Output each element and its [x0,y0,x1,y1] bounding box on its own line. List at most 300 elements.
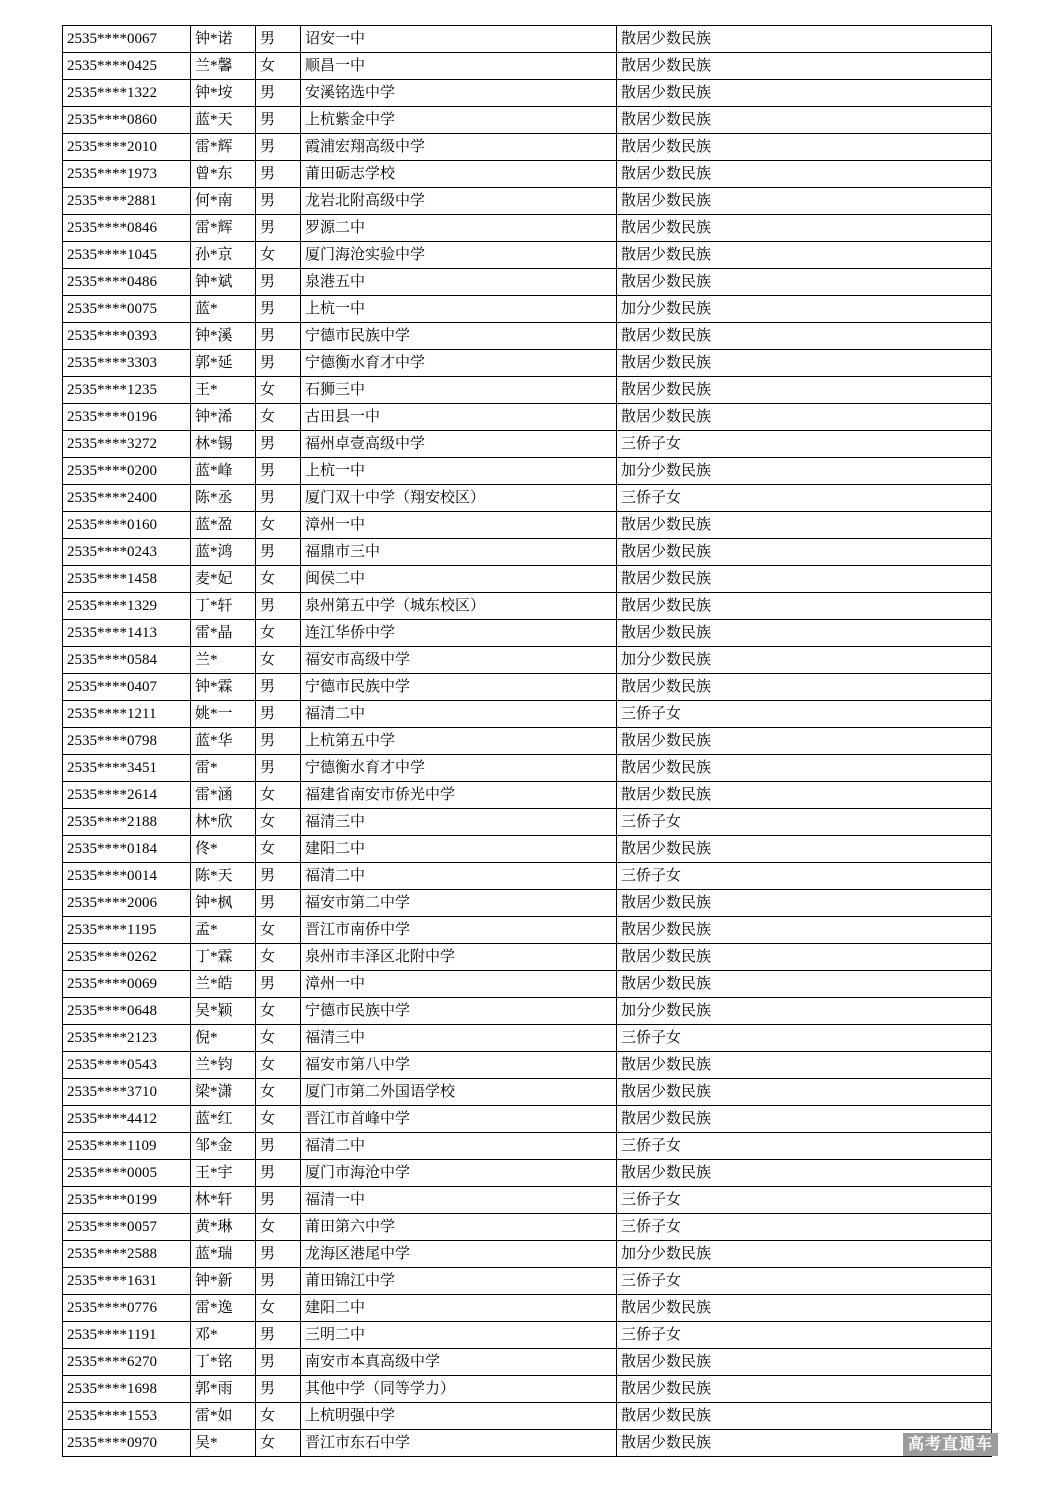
cell-category: 散居少数民族 [617,404,992,431]
cell-exam-id: 2535****1191 [63,1322,191,1349]
cell-gender: 女 [256,1025,301,1052]
cell-name: 吴*颖 [191,998,256,1025]
table-row [63,1430,992,1457]
roster-body [63,26,992,1457]
cell-gender: 女 [256,242,301,269]
cell-exam-id: 2535****1458 [63,566,191,593]
cell-exam-id: 2535****0584 [63,647,191,674]
cell-name: 吴* [191,1430,256,1457]
cell-category: 散居少数民族 [617,890,992,917]
table-row [63,431,992,458]
cell-gender: 男 [256,1322,301,1349]
cell-school: 福建省南安市侨光中学 [301,782,617,809]
cell-gender: 女 [256,566,301,593]
cell-gender: 男 [256,1268,301,1295]
cell-school: 福清三中 [301,1025,617,1052]
cell-gender: 女 [256,809,301,836]
cell-category: 散居少数民族 [617,782,992,809]
cell-category: 散居少数民族 [617,620,992,647]
cell-gender: 女 [256,647,301,674]
cell-exam-id: 2535****0067 [63,26,191,53]
table-row [63,1349,992,1376]
cell-school: 厦门市第二外国语学校 [301,1079,617,1106]
cell-category: 加分少数民族 [617,1241,992,1268]
table-row [63,134,992,161]
table-row [63,1295,992,1322]
cell-gender: 男 [256,161,301,188]
cell-gender: 女 [256,836,301,863]
cell-school: 晋江市南侨中学 [301,917,617,944]
cell-category: 散居少数民族 [617,728,992,755]
cell-name: 陈*丞 [191,485,256,512]
cell-name: 林*轩 [191,1187,256,1214]
cell-exam-id: 2535****0407 [63,674,191,701]
cell-school: 其他中学（同等学力） [301,1376,617,1403]
table-row [63,728,992,755]
cell-exam-id: 2535****1195 [63,917,191,944]
cell-name: 兰* [191,647,256,674]
cell-gender: 男 [256,134,301,161]
table-row [63,1376,992,1403]
cell-exam-id: 2535****0970 [63,1430,191,1457]
table-row [63,674,992,701]
cell-gender: 女 [256,1430,301,1457]
cell-gender: 男 [256,296,301,323]
cell-category: 散居少数民族 [617,26,992,53]
cell-school: 龙海区港尾中学 [301,1241,617,1268]
cell-name: 陈*天 [191,863,256,890]
cell-category: 散居少数民族 [617,566,992,593]
table-row [63,782,992,809]
cell-school: 建阳二中 [301,1295,617,1322]
cell-name: 钟*浠 [191,404,256,431]
cell-school: 福安市高级中学 [301,647,617,674]
cell-school: 宁德市民族中学 [301,323,617,350]
table-row [63,242,992,269]
cell-school: 南安市本真高级中学 [301,1349,617,1376]
table-row [63,296,992,323]
table-row [63,620,992,647]
cell-name: 黄*琳 [191,1214,256,1241]
cell-category: 散居少数民族 [617,674,992,701]
table-row [63,215,992,242]
cell-exam-id: 2535****2400 [63,485,191,512]
table-row [63,458,992,485]
table-row [63,917,992,944]
cell-gender: 男 [256,269,301,296]
cell-gender: 男 [256,323,301,350]
cell-school: 莆田锦江中学 [301,1268,617,1295]
table-row [63,1052,992,1079]
cell-school: 上杭第五中学 [301,728,617,755]
cell-exam-id: 2535****1973 [63,161,191,188]
cell-category: 三侨子女 [617,1214,992,1241]
cell-school: 霞浦宏翔高级中学 [301,134,617,161]
table-row [63,377,992,404]
cell-school: 三明二中 [301,1322,617,1349]
cell-name: 邓* [191,1322,256,1349]
cell-name: 蓝* [191,296,256,323]
table-row [63,1241,992,1268]
cell-exam-id: 2535****1211 [63,701,191,728]
cell-school: 安溪铭选中学 [301,80,617,107]
cell-name: 兰*馨 [191,53,256,80]
cell-name: 雷*辉 [191,134,256,161]
table-row [63,890,992,917]
table-row [63,998,992,1025]
cell-school: 顺昌一中 [301,53,617,80]
table-row [63,161,992,188]
cell-category: 散居少数民族 [617,323,992,350]
cell-gender: 女 [256,1079,301,1106]
cell-school: 漳州一中 [301,971,617,998]
student-roster-container [62,25,991,1457]
cell-gender: 男 [256,107,301,134]
cell-name: 邹*金 [191,1133,256,1160]
cell-exam-id: 2535****0262 [63,944,191,971]
table-row [63,593,992,620]
cell-name: 林*锡 [191,431,256,458]
cell-gender: 女 [256,1403,301,1430]
cell-school: 晋江市东石中学 [301,1430,617,1457]
cell-school: 福清二中 [301,701,617,728]
cell-exam-id: 2535****0776 [63,1295,191,1322]
cell-exam-id: 2535****0860 [63,107,191,134]
cell-exam-id: 2535****1322 [63,80,191,107]
cell-name: 丁*轩 [191,593,256,620]
cell-category: 散居少数民族 [617,269,992,296]
cell-name: 郭*雨 [191,1376,256,1403]
cell-gender: 女 [256,53,301,80]
cell-category: 加分少数民族 [617,998,992,1025]
cell-school: 建阳二中 [301,836,617,863]
cell-category: 散居少数民族 [617,1295,992,1322]
cell-gender: 女 [256,512,301,539]
cell-gender: 女 [256,1052,301,1079]
cell-exam-id: 2535****0075 [63,296,191,323]
cell-exam-id: 2535****1235 [63,377,191,404]
cell-category: 散居少数民族 [617,1376,992,1403]
cell-category: 散居少数民族 [617,944,992,971]
cell-exam-id: 2535****2588 [63,1241,191,1268]
cell-school: 厦门海沧实验中学 [301,242,617,269]
cell-exam-id: 2535****0243 [63,539,191,566]
cell-gender: 女 [256,1214,301,1241]
cell-exam-id: 2535****2010 [63,134,191,161]
cell-category: 散居少数民族 [617,1349,992,1376]
cell-name: 雷* [191,755,256,782]
cell-name: 梁*潇 [191,1079,256,1106]
cell-school: 福安市第八中学 [301,1052,617,1079]
cell-school: 福鼎市三中 [301,539,617,566]
cell-name: 蓝*鸿 [191,539,256,566]
cell-school: 泉州市丰泽区北附中学 [301,944,617,971]
cell-gender: 男 [256,971,301,998]
cell-name: 姚*一 [191,701,256,728]
table-row [63,1214,992,1241]
cell-school: 宁德衡水育才中学 [301,350,617,377]
cell-exam-id: 2535****2006 [63,890,191,917]
table-row [63,80,992,107]
cell-exam-id: 2535****0648 [63,998,191,1025]
table-row [63,404,992,431]
cell-gender: 男 [256,1187,301,1214]
cell-school: 厦门市海沧中学 [301,1160,617,1187]
cell-gender: 男 [256,728,301,755]
cell-school: 宁德市民族中学 [301,998,617,1025]
table-row [63,971,992,998]
cell-exam-id: 2535****2123 [63,1025,191,1052]
table-row [63,1106,992,1133]
cell-school: 上杭一中 [301,296,617,323]
cell-name: 雷*辉 [191,215,256,242]
cell-gender: 男 [256,1133,301,1160]
cell-gender: 女 [256,782,301,809]
cell-school: 石狮三中 [301,377,617,404]
cell-exam-id: 2535****0425 [63,53,191,80]
cell-name: 麦*妃 [191,566,256,593]
cell-exam-id: 2535****0200 [63,458,191,485]
cell-name: 钟*垵 [191,80,256,107]
cell-name: 丁*铭 [191,1349,256,1376]
cell-category: 散居少数民族 [617,215,992,242]
cell-category: 散居少数民族 [617,1160,992,1187]
cell-category: 散居少数民族 [617,188,992,215]
table-row [63,485,992,512]
cell-gender: 女 [256,998,301,1025]
table-row [63,1403,992,1430]
cell-category: 散居少数民族 [617,539,992,566]
cell-name: 蓝*峰 [191,458,256,485]
cell-name: 蓝*红 [191,1106,256,1133]
cell-exam-id: 2535****3710 [63,1079,191,1106]
cell-exam-id: 2535****1698 [63,1376,191,1403]
cell-category: 加分少数民族 [617,296,992,323]
cell-name: 佟* [191,836,256,863]
cell-gender: 男 [256,1241,301,1268]
cell-school: 福安市第二中学 [301,890,617,917]
cell-exam-id: 2535****0798 [63,728,191,755]
cell-category: 散居少数民族 [617,755,992,782]
cell-category: 散居少数民族 [617,1106,992,1133]
cell-gender: 男 [256,26,301,53]
cell-exam-id: 2535****0196 [63,404,191,431]
cell-exam-id: 2535****1413 [63,620,191,647]
cell-name: 兰*皓 [191,971,256,998]
cell-exam-id: 2535****1329 [63,593,191,620]
cell-category: 散居少数民族 [617,1430,992,1457]
table-row [63,26,992,53]
cell-category: 三侨子女 [617,809,992,836]
cell-name: 钟*新 [191,1268,256,1295]
cell-exam-id: 2535****0486 [63,269,191,296]
student-roster-table [62,25,992,1457]
cell-school: 泉州第五中学（城东校区） [301,593,617,620]
cell-name: 雷*如 [191,1403,256,1430]
cell-category: 三侨子女 [617,1268,992,1295]
cell-gender: 女 [256,620,301,647]
table-row [63,539,992,566]
cell-name: 孙*京 [191,242,256,269]
cell-category: 散居少数民族 [617,1079,992,1106]
cell-school: 诏安一中 [301,26,617,53]
cell-name: 曾*东 [191,161,256,188]
cell-gender: 女 [256,1295,301,1322]
cell-name: 钟*枫 [191,890,256,917]
cell-gender: 男 [256,701,301,728]
cell-category: 散居少数民族 [617,593,992,620]
cell-category: 散居少数民族 [617,80,992,107]
cell-exam-id: 2535****0014 [63,863,191,890]
cell-exam-id: 2535****1045 [63,242,191,269]
cell-category: 三侨子女 [617,701,992,728]
cell-gender: 女 [256,404,301,431]
cell-exam-id: 2535****6270 [63,1349,191,1376]
cell-gender: 男 [256,593,301,620]
table-row [63,836,992,863]
cell-school: 连江华侨中学 [301,620,617,647]
cell-gender: 女 [256,377,301,404]
table-row [63,323,992,350]
cell-school: 上杭明强中学 [301,1403,617,1430]
cell-category: 散居少数民族 [617,377,992,404]
cell-gender: 男 [256,458,301,485]
cell-gender: 男 [256,674,301,701]
cell-category: 三侨子女 [617,863,992,890]
cell-gender: 男 [256,485,301,512]
table-row [63,53,992,80]
cell-gender: 男 [256,863,301,890]
cell-exam-id: 2535****4412 [63,1106,191,1133]
cell-exam-id: 2535****0199 [63,1187,191,1214]
cell-school: 福清一中 [301,1187,617,1214]
cell-school: 龙岩北附高级中学 [301,188,617,215]
cell-category: 散居少数民族 [617,836,992,863]
cell-category: 加分少数民族 [617,458,992,485]
cell-gender: 男 [256,215,301,242]
cell-category: 三侨子女 [617,1322,992,1349]
cell-name: 倪* [191,1025,256,1052]
cell-exam-id: 2535****2881 [63,188,191,215]
cell-category: 散居少数民族 [617,134,992,161]
cell-exam-id: 2535****3272 [63,431,191,458]
cell-name: 何*南 [191,188,256,215]
cell-name: 雷*涵 [191,782,256,809]
cell-name: 林*欣 [191,809,256,836]
cell-exam-id: 2535****0393 [63,323,191,350]
cell-gender: 女 [256,917,301,944]
table-row [63,269,992,296]
cell-exam-id: 2535****1553 [63,1403,191,1430]
cell-school: 福州卓壹高级中学 [301,431,617,458]
cell-school: 罗源二中 [301,215,617,242]
cell-school: 闽侯二中 [301,566,617,593]
cell-name: 钟*霖 [191,674,256,701]
cell-name: 蓝*华 [191,728,256,755]
cell-gender: 男 [256,539,301,566]
table-row [63,944,992,971]
cell-gender: 男 [256,755,301,782]
cell-category: 散居少数民族 [617,350,992,377]
cell-school: 上杭紫金中学 [301,107,617,134]
cell-name: 兰*钧 [191,1052,256,1079]
cell-category: 散居少数民族 [617,512,992,539]
cell-gender: 女 [256,944,301,971]
cell-exam-id: 2535****2188 [63,809,191,836]
cell-exam-id: 2535****1109 [63,1133,191,1160]
cell-category: 散居少数民族 [617,1052,992,1079]
cell-exam-id: 2535****3303 [63,350,191,377]
cell-exam-id: 2535****0184 [63,836,191,863]
cell-school: 泉港五中 [301,269,617,296]
cell-gender: 男 [256,1349,301,1376]
cell-school: 漳州一中 [301,512,617,539]
cell-name: 雷*晶 [191,620,256,647]
cell-school: 厦门双十中学（翔安校区） [301,485,617,512]
cell-exam-id: 2535****3451 [63,755,191,782]
table-row [63,809,992,836]
cell-school: 古田县一中 [301,404,617,431]
cell-gender: 男 [256,80,301,107]
cell-category: 散居少数民族 [617,917,992,944]
table-row [63,1160,992,1187]
cell-category: 散居少数民族 [617,971,992,998]
cell-exam-id: 2535****1631 [63,1268,191,1295]
cell-category: 散居少数民族 [617,107,992,134]
table-row [63,512,992,539]
table-row [63,107,992,134]
cell-exam-id: 2535****2614 [63,782,191,809]
cell-name: 郭*延 [191,350,256,377]
cell-category: 散居少数民族 [617,161,992,188]
cell-school: 宁德市民族中学 [301,674,617,701]
cell-name: 钟*溪 [191,323,256,350]
cell-school: 宁德衡水育才中学 [301,755,617,782]
cell-category: 三侨子女 [617,1025,992,1052]
cell-school: 福清二中 [301,1133,617,1160]
cell-exam-id: 2535****0160 [63,512,191,539]
cell-gender: 男 [256,188,301,215]
cell-category: 三侨子女 [617,1133,992,1160]
cell-name: 丁*霖 [191,944,256,971]
cell-name: 钟*斌 [191,269,256,296]
watermark-badge: 高考直通车 [903,1433,998,1456]
cell-school: 上杭一中 [301,458,617,485]
cell-category: 三侨子女 [617,431,992,458]
table-row [63,1322,992,1349]
cell-category: 三侨子女 [617,485,992,512]
cell-category: 三侨子女 [617,1187,992,1214]
cell-category: 散居少数民族 [617,53,992,80]
cell-name: 孟* [191,917,256,944]
cell-category: 散居少数民族 [617,1403,992,1430]
cell-school: 莆田第六中学 [301,1214,617,1241]
cell-school: 莆田砺志学校 [301,161,617,188]
cell-exam-id: 2535****0846 [63,215,191,242]
cell-exam-id: 2535****0005 [63,1160,191,1187]
cell-gender: 男 [256,350,301,377]
cell-gender: 男 [256,1160,301,1187]
table-row [63,1268,992,1295]
cell-school: 晋江市首峰中学 [301,1106,617,1133]
table-row [63,755,992,782]
table-row [63,1133,992,1160]
cell-exam-id: 2535****0057 [63,1214,191,1241]
table-row [63,863,992,890]
table-row [63,188,992,215]
cell-category: 散居少数民族 [617,242,992,269]
cell-school: 福清二中 [301,863,617,890]
